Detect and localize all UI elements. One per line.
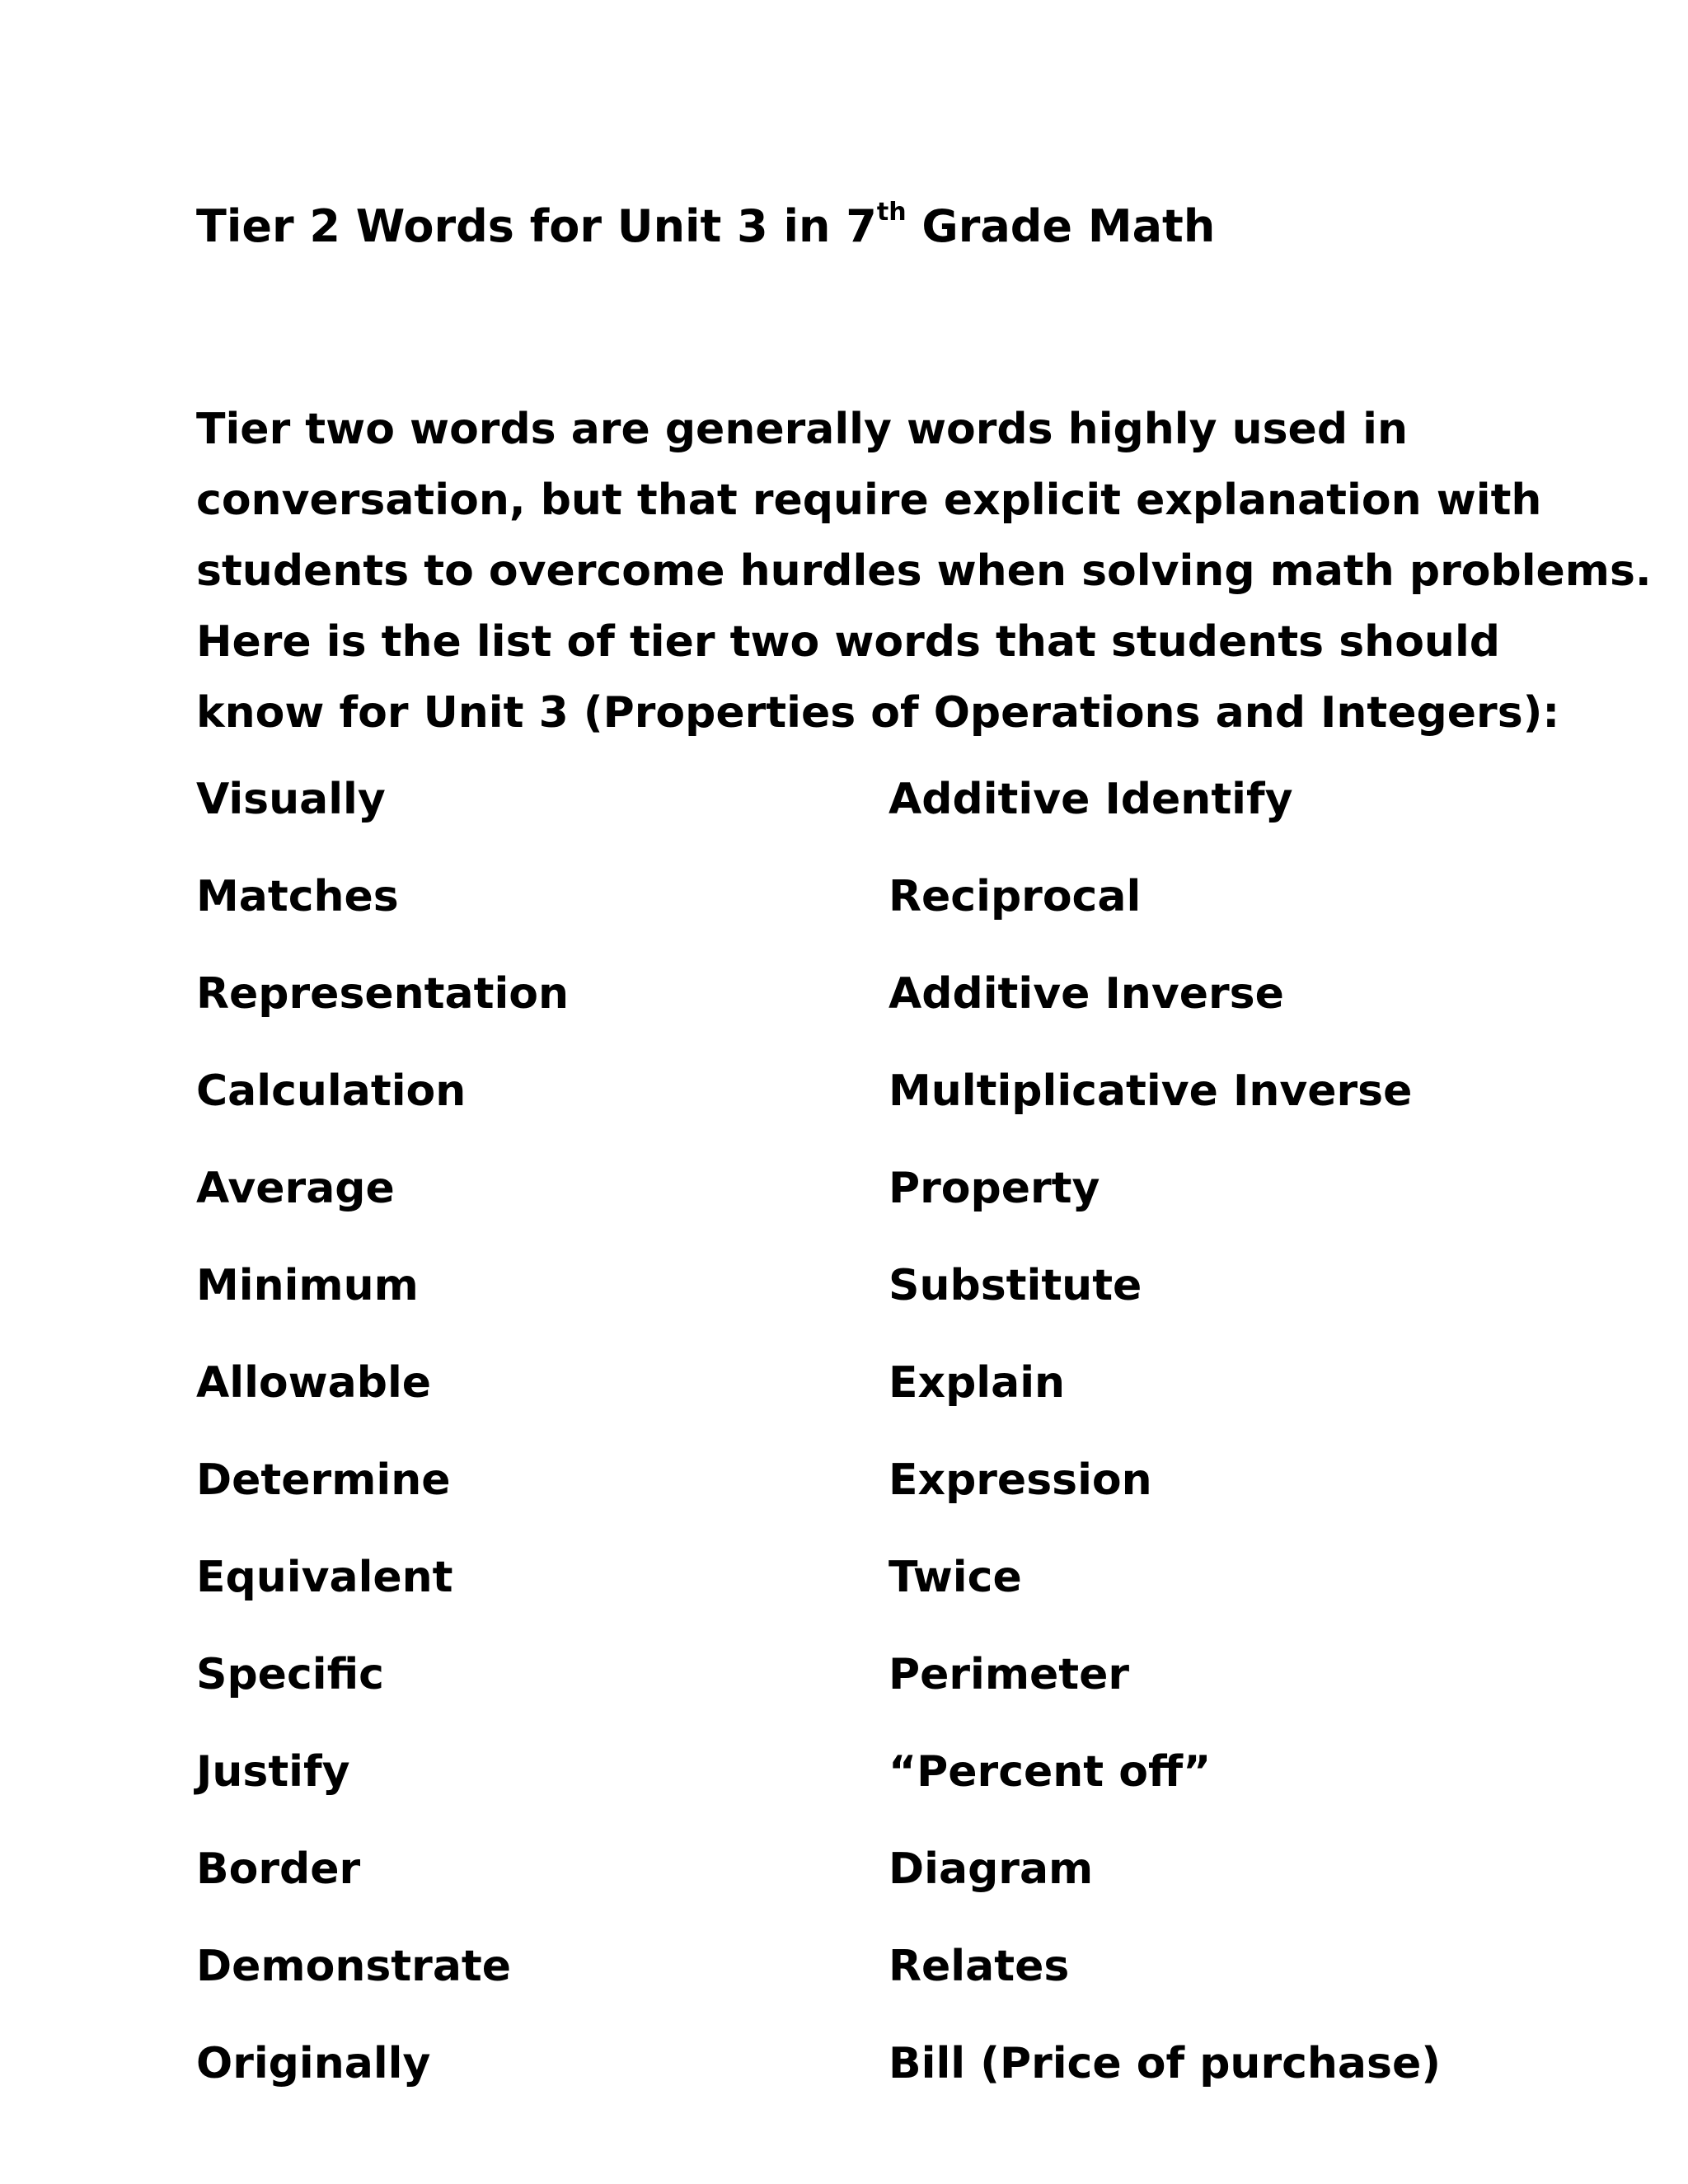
word-right-item: Diagram (889, 1844, 1094, 1894)
word-right-item: Substitute (889, 1261, 1142, 1310)
word-left-item: Justify (196, 1747, 350, 1797)
word-left-item: Minimum (196, 1261, 419, 1310)
word-left-item: Matches (196, 872, 399, 921)
intro-line: students to overcome hurdles when solving math problems. (196, 546, 1652, 596)
word-right-item: Bill (Price of purchase) (889, 2039, 1442, 2088)
word-left-item: Demonstrate (196, 1942, 512, 1991)
word-left-item: Equivalent (196, 1553, 453, 1602)
intro-line: Tier two words are generally words highly used in (196, 405, 1408, 454)
word-right-item: Twice (889, 1553, 1022, 1602)
word-right-item: Expression (889, 1455, 1152, 1505)
title-prefix: Tier 2 Words for Unit 3 in 7 (196, 200, 877, 252)
word-left-item: Calculation (196, 1066, 467, 1116)
word-left-item: Representation (196, 969, 570, 1019)
intro-line: conversation, but that require explicit explanation with (196, 476, 1542, 525)
word-right-item: Explain (889, 1358, 1066, 1408)
word-left-item: Determine (196, 1455, 451, 1505)
intro-line: know for Unit 3 (Properties of Operations and Integers): (196, 688, 1560, 738)
word-right-item: Reciprocal (889, 872, 1142, 921)
title-suffix: Grade Math (906, 200, 1216, 252)
word-right-item: Multiplicative Inverse (889, 1066, 1413, 1116)
word-left-item: Visually (196, 775, 386, 824)
word-right-item: “Percent off” (889, 1747, 1212, 1797)
intro-line: Here is the list of tier two words that students should (196, 617, 1500, 667)
title-superscript: th (876, 198, 907, 227)
word-left-item: Specific (196, 1650, 384, 1699)
word-right-item: Additive Identify (889, 775, 1293, 824)
word-left-item: Border (196, 1844, 361, 1894)
word-right-item: Property (889, 1164, 1100, 1213)
word-right-item: Additive Inverse (889, 969, 1284, 1019)
word-right-item: Relates (889, 1942, 1070, 1991)
word-left-item: Originally (196, 2039, 431, 2088)
word-left-item: Average (196, 1164, 395, 1213)
word-right-item: Perimeter (889, 1650, 1130, 1699)
word-left-item: Allowable (196, 1358, 432, 1408)
